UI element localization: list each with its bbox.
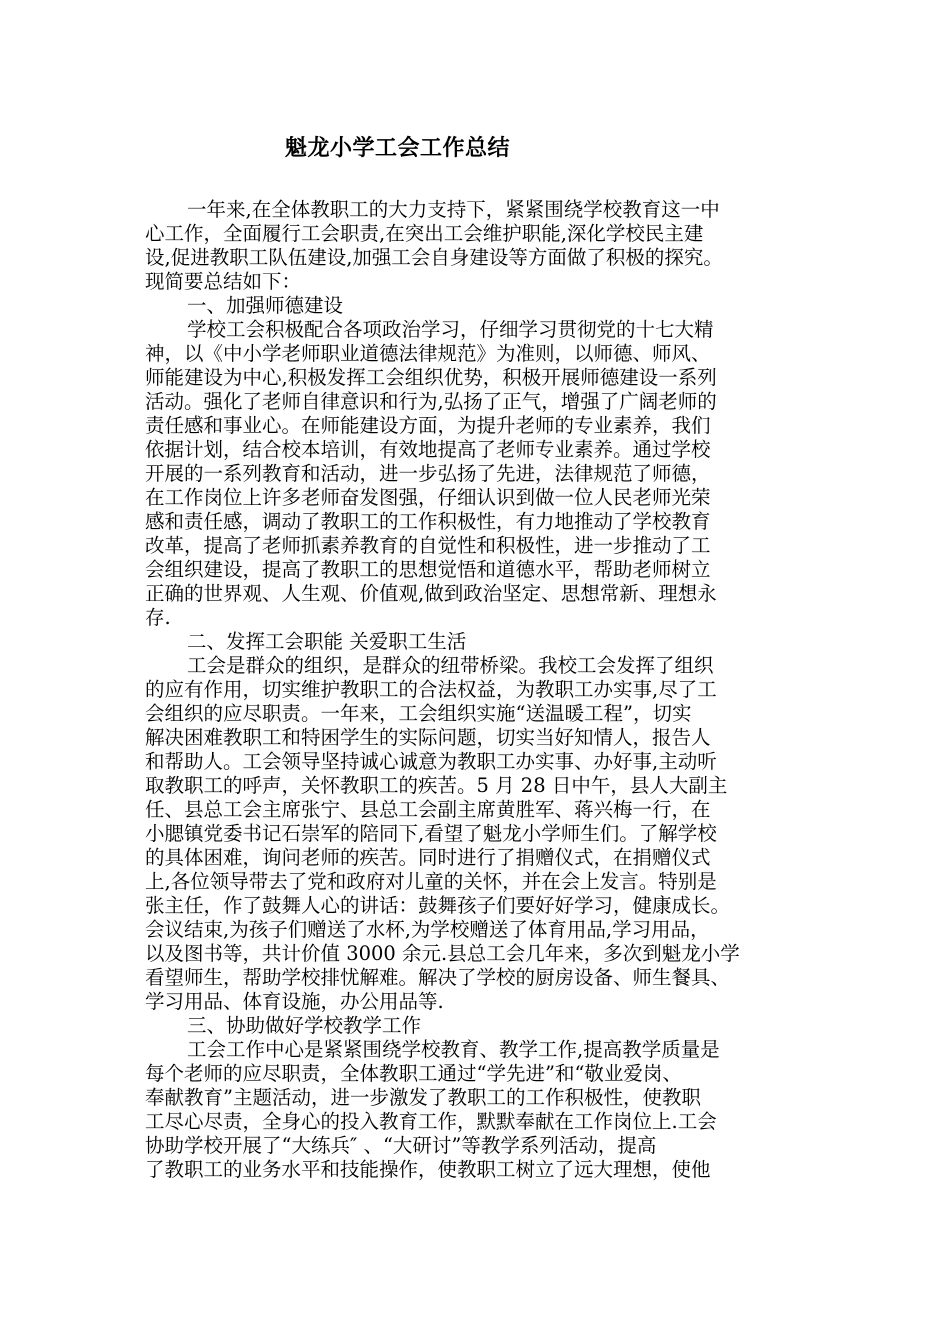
text-line: 和帮助人。工会领导坚持诚心诚意为教职工办实事、办好事,主动听 (145, 750, 717, 773)
text-line: 取教职工的呼声，关怀教职工的疾苦。5 月 28 日中午，县人大副主 (145, 774, 728, 797)
text-line: 一、加强师德建设 (187, 294, 344, 317)
text-line: 会组织的应尽职责。一年来，工会组织实施“送温暖工程”，切实 (145, 702, 692, 725)
text-line: 工尽心尽责，全身心的投入教育工作，默默奉献在工作岗位上.工会 (145, 1110, 717, 1133)
document-title: 魁龙小学工会工作总结 (285, 136, 511, 161)
text-line: 存. (145, 606, 171, 629)
text-line: 看望师生，帮助学校排忧解难。解决了学校的厨房设备、师生餐具、 (145, 966, 731, 989)
text-line: 活动。强化了老师自律意识和行为,弘扬了正气，增强了广阔老师的 (145, 390, 717, 413)
text-line: 解决困难教职工和特困学生的实际问题，切实当好知情人，报告人 (145, 726, 711, 749)
text-line: 开展的一系列教育和活动，进一步弘扬了先进，法律规范了师德， (145, 462, 711, 485)
text-line: 的具体困难，询问老师的疾苦。同时进行了捐赠仪式，在捐赠仪式 (145, 846, 711, 869)
text-line: 了教职工的业务水平和技能操作，使教职工树立了远大理想，使他 (145, 1158, 711, 1181)
text-line: 在工作岗位上许多老师奋发图强，仔细认识到做一位人民老师光荣 (145, 486, 711, 509)
text-line: 上,各位领导带去了党和政府对儿童的关怀，并在会上发言。特别是 (145, 870, 717, 893)
text-line: 感和责任感，调动了教职工的工作积极性，有力地推动了学校教育 (145, 510, 711, 533)
document-body (145, 198, 825, 1182)
text-line: 师能建设为中心,积极发挥工会组织优势，积极开展师德建设一系列 (145, 366, 717, 389)
text-line: 现简要总结如下： (145, 270, 302, 293)
text-line: 工会是群众的组织，是群众的纽带桥梁。我校工会发挥了组织 (187, 654, 714, 677)
text-line: 学校工会积极配合各项政治学习，仔细学习贯彻党的十七大精 (187, 318, 714, 341)
text-line: 二、发挥工会职能 关爱职工生活 (187, 630, 467, 653)
text-line: 三、协助做好学校教学工作 (187, 1014, 422, 1037)
text-line: 每个老师的应尽职责，全体教职工通过“学先进”和“敬业爱岗、 (145, 1062, 682, 1085)
text-line: 小腮镇党委书记石崇军的陪同下,看望了魁龙小学师生们。了解学校 (145, 822, 717, 845)
text-line: 以及图书等，共计价值 3000 余元.县总工会几年来，多次到魁龙小学 (145, 942, 740, 965)
text-line: 协助学校开展了“大练兵″ 、“大研讨”等教学系列活动，提高 (145, 1134, 657, 1157)
text-line: 心工作，全面履行工会职责,在突出工会维护职能,深化学校民主建 (145, 222, 704, 245)
text-line: 的应有作用，切实维护教职工的合法权益，为教职工办实事,尽了工 (145, 678, 717, 701)
text-line: 学习用品、体育设施，办公用品等. (145, 990, 444, 1013)
text-line: 神，以《中小学老师职业道德法律规范》为准则，以师德、师风、 (145, 342, 711, 365)
text-line: 张主任，作了鼓舞人心的讲话：鼓舞孩子们要好好学习，健康成长。 (145, 894, 731, 917)
text-line: 会议结束,为孩子们赠送了水杯,为学校赠送了体育用品,学习用品， (145, 918, 710, 941)
text-line: 设,促进教职工队伍建设,加强工会自身建设等方面做了积极的探究。 (145, 246, 723, 269)
text-line: 依据计划，结合校本培训，有效地提高了老师专业素养。通过学校 (145, 438, 711, 461)
text-line: 工会工作中心是紧紧围绕学校教育、教学工作,提高教学质量是 (187, 1038, 720, 1061)
text-line: 奉献教育”主题活动，进一步激发了教职工的工作积极性，使教职 (145, 1086, 701, 1109)
text-line: 改革，提高了老师抓素养教育的自觉性和积极性，进一步推动了工 (145, 534, 711, 557)
text-line: 正确的世界观、人生观、价值观,做到政治坚定、思想常新、理想永 (145, 582, 717, 605)
text-line: 责任感和事业心。在师能建设方面，为提升老师的专业素养，我们 (145, 414, 711, 437)
text-line: 任、县总工会主席张宁、县总工会副主席黄胜军、蒋兴梅一行，在 (145, 798, 711, 821)
text-line: 会组织建设，提高了教职工的思想觉悟和道德水平，帮助老师树立 (145, 558, 711, 581)
text-line: 一年来,在全体教职工的大力支持下，紧紧围绕学校教育这一中 (187, 198, 720, 221)
